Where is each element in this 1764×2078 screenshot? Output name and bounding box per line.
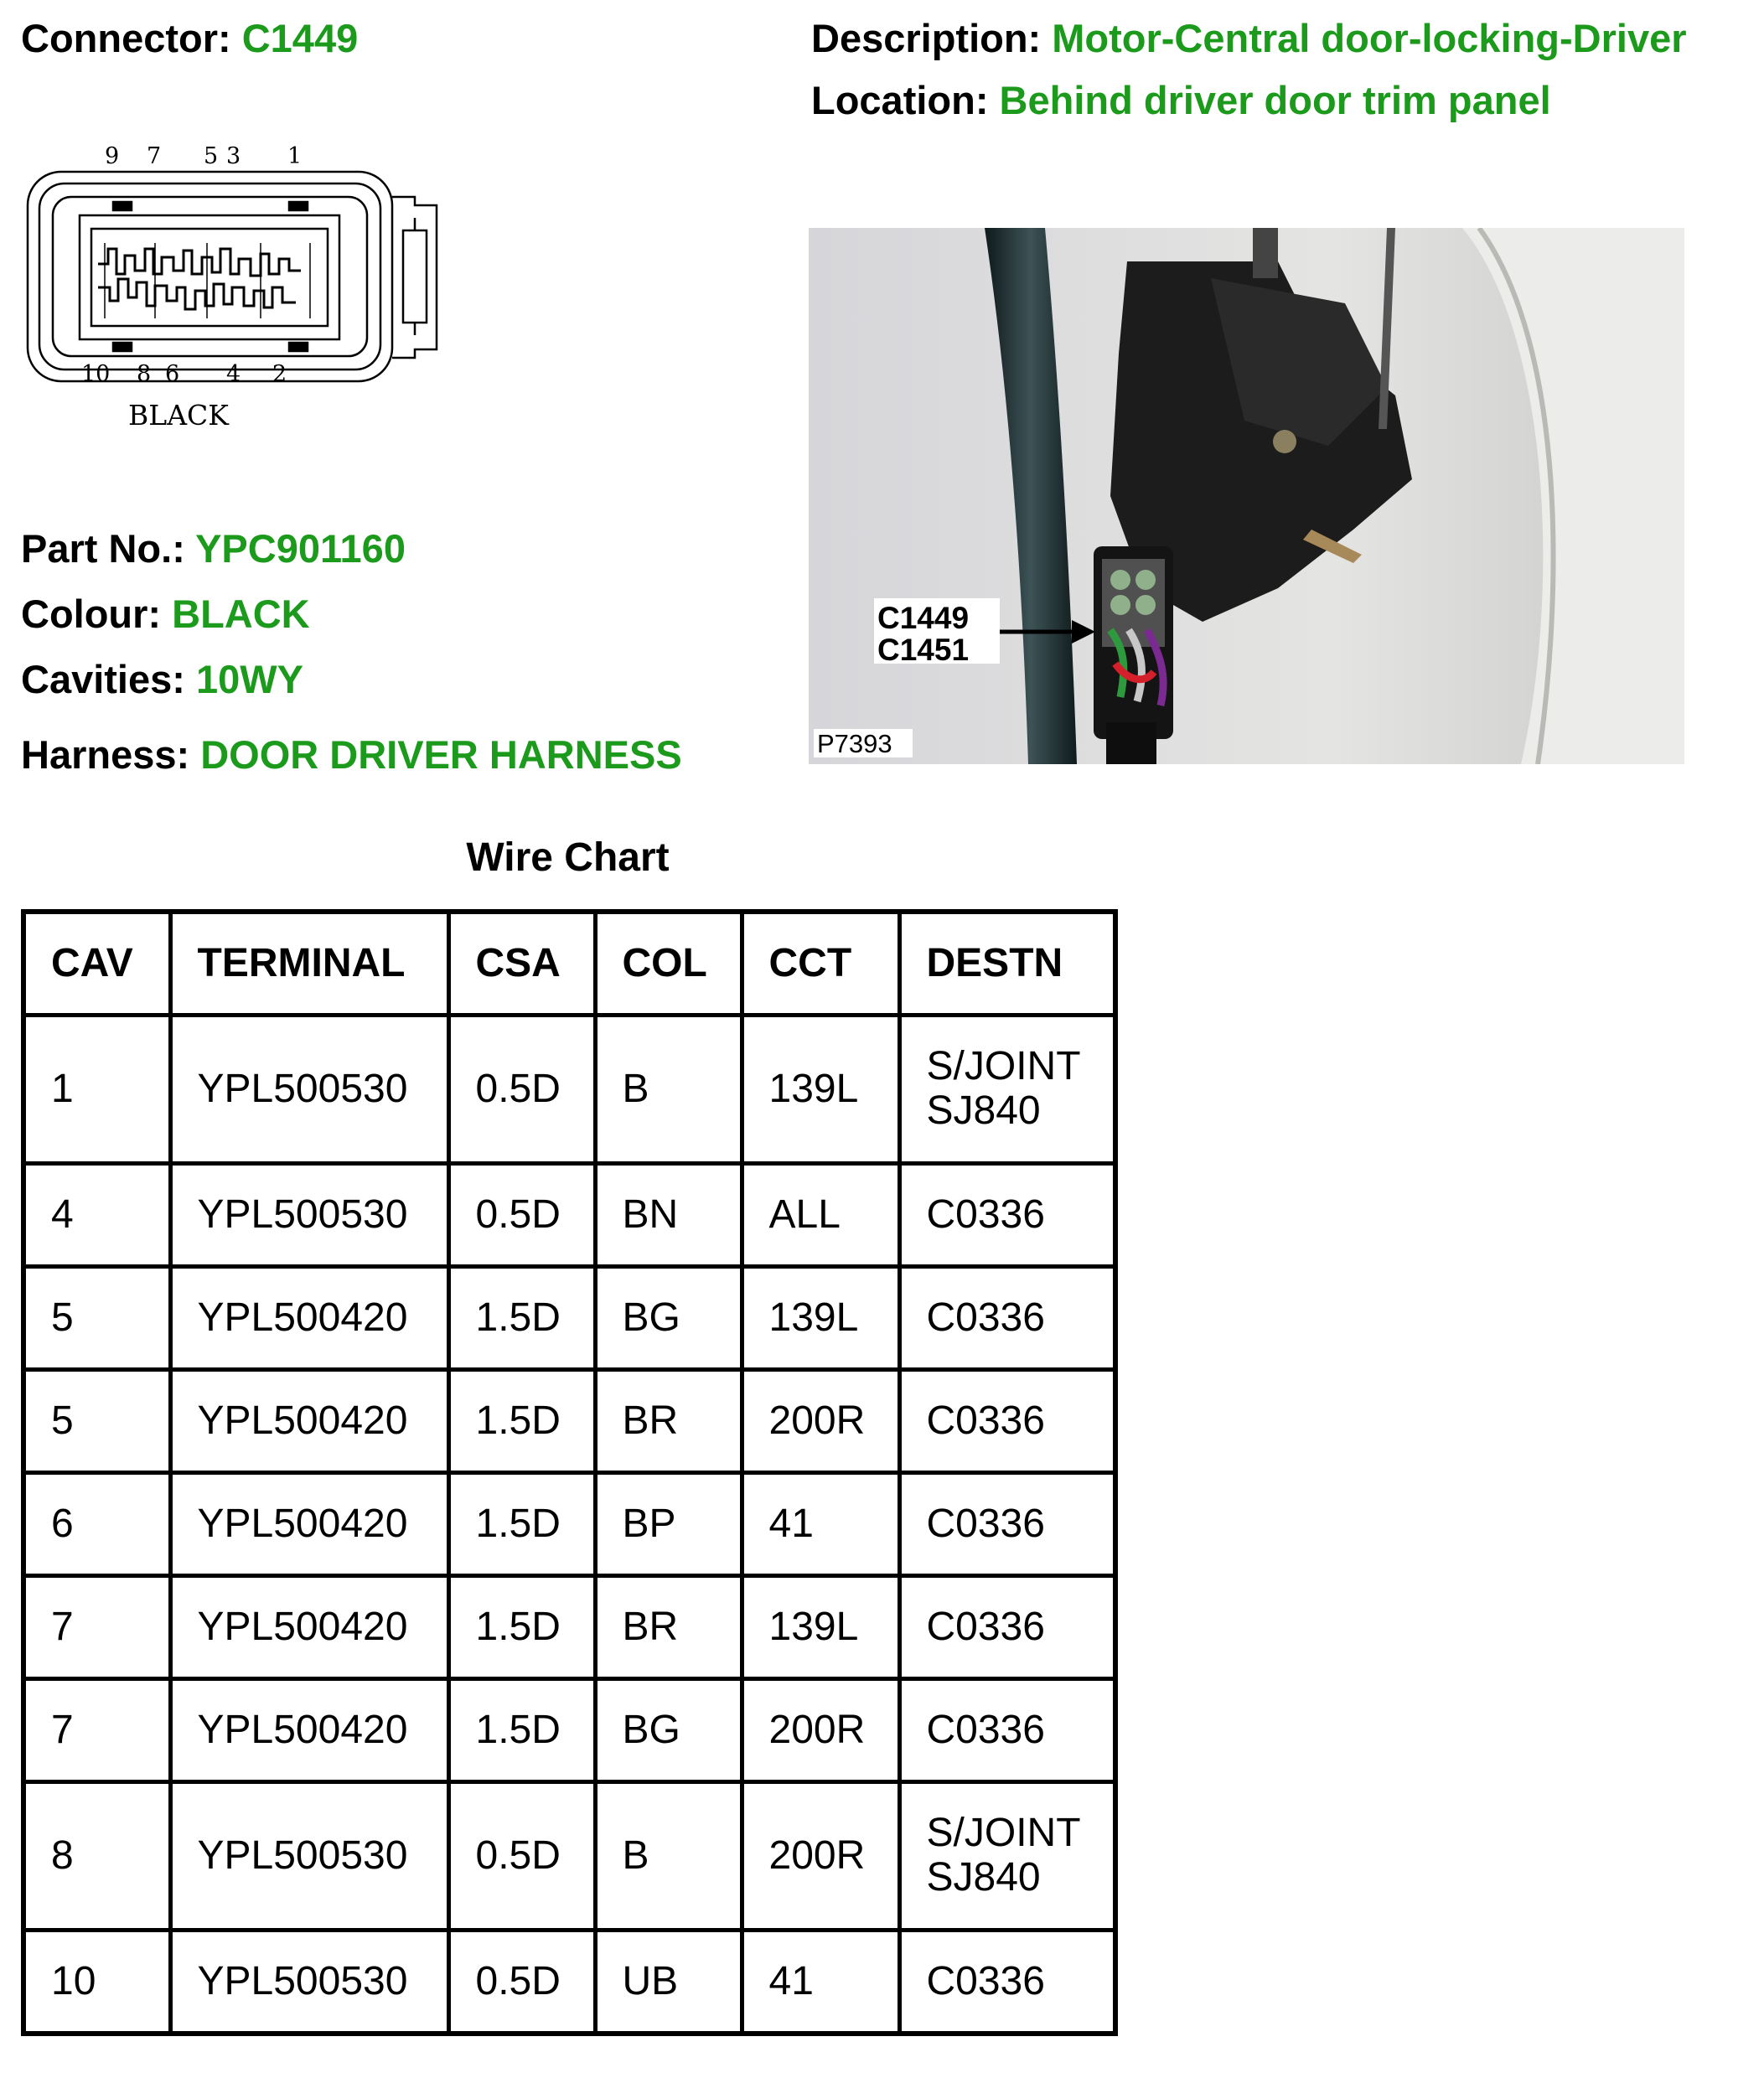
cell-col: BG <box>595 1679 742 1782</box>
destn-line: C0336 <box>926 1707 1045 1752</box>
column-header-csa: CSA <box>448 912 595 1016</box>
cell-cct: ALL <box>742 1164 899 1267</box>
wire-chart-table <box>21 909 1118 2036</box>
cell-col: B <box>595 1016 742 1164</box>
connector-outline <box>28 172 392 381</box>
cell-terminal: YPL500420 <box>170 1576 448 1679</box>
cell-cav: 5 <box>23 1370 170 1473</box>
table-row <box>23 1016 1115 1164</box>
column-header-destn: DESTN <box>899 912 1115 1016</box>
cell-terminal: YPL500420 <box>170 1473 448 1576</box>
cell-csa: 1.5D <box>448 1576 595 1679</box>
callout-label: C1449 <box>877 601 970 635</box>
cell-cav: 7 <box>23 1576 170 1679</box>
cell-csa: 1.5D <box>448 1370 595 1473</box>
cell-destn <box>899 1931 1115 2034</box>
pin-number: 7 <box>147 143 162 169</box>
cell-cav: 7 <box>23 1679 170 1782</box>
cell-csa: 0.5D <box>448 1782 595 1931</box>
destn-line: C0336 <box>926 1398 1045 1443</box>
table-row <box>23 1679 1115 1782</box>
column-header-col: COL <box>595 912 742 1016</box>
cell-csa: 1.5D <box>448 1473 595 1576</box>
connector-label: Connector: <box>21 16 231 60</box>
location-field <box>811 80 1551 120</box>
cell-cav: 6 <box>23 1473 170 1576</box>
description-value: Motor-Central door-locking-Driver <box>1052 16 1687 60</box>
cell-col: BG <box>595 1267 742 1370</box>
pin-number: 9 <box>105 143 120 169</box>
cell-cct: 41 <box>742 1931 899 2034</box>
cell-col: BR <box>595 1576 742 1679</box>
part-no-label: Part No.: <box>21 526 185 571</box>
destn-line: SJ840 <box>926 1855 1041 1900</box>
destn-line: SJ840 <box>926 1088 1041 1133</box>
harness-value: DOOR DRIVER HARNESS <box>200 732 682 777</box>
column-header-terminal: TERMINAL <box>170 912 448 1016</box>
cell-terminal: YPL500530 <box>170 1016 448 1164</box>
cell-csa: 0.5D <box>448 1931 595 2034</box>
cell-destn <box>899 1473 1115 1576</box>
cell-cav: 5 <box>23 1267 170 1370</box>
connector-field <box>21 18 358 58</box>
cell-col: B <box>595 1782 742 1931</box>
location-label: Location: <box>811 78 989 122</box>
cell-cav: 10 <box>23 1931 170 2034</box>
pin-number: 10 <box>81 361 111 387</box>
cell-cav: 1 <box>23 1016 170 1164</box>
cell-destn <box>899 1164 1115 1267</box>
cell-cav: 8 <box>23 1782 170 1931</box>
table-header-row <box>23 912 1115 1016</box>
description-label: Description: <box>811 16 1042 60</box>
cell-terminal: YPL500420 <box>170 1267 448 1370</box>
pin-number: 3 <box>226 143 241 169</box>
colour-field <box>21 592 310 636</box>
cell-terminal: YPL500420 <box>170 1679 448 1782</box>
cell-col: UB <box>595 1931 742 2034</box>
cavities-value: 10WY <box>195 657 303 701</box>
cell-cct: 41 <box>742 1473 899 1576</box>
pin-number: 6 <box>165 361 180 387</box>
cell-terminal: YPL500420 <box>170 1370 448 1473</box>
pin-number: 5 <box>204 143 219 169</box>
pin-number: 1 <box>287 143 303 169</box>
cell-col: BP <box>595 1473 742 1576</box>
pin-number: 8 <box>137 361 152 387</box>
diagram-color-label: BLACK <box>128 399 229 432</box>
photo-reference: P7393 <box>817 729 892 758</box>
cell-cct: 200R <box>742 1370 899 1473</box>
cell-csa: 0.5D <box>448 1164 595 1267</box>
connector-face-diagram <box>21 138 444 452</box>
cell-csa: 1.5D <box>448 1679 595 1782</box>
table-row <box>23 1164 1115 1267</box>
cell-terminal: YPL500530 <box>170 1931 448 2034</box>
connector-value: C1449 <box>241 16 359 60</box>
table-row <box>23 1576 1115 1679</box>
colour-label: Colour: <box>21 592 162 636</box>
cell-destn <box>899 1016 1115 1164</box>
cell-col: BR <box>595 1370 742 1473</box>
destn-line: C0336 <box>926 1501 1045 1546</box>
table-row <box>23 1473 1115 1576</box>
cavities-label: Cavities: <box>21 657 185 701</box>
part-no-field <box>21 526 406 571</box>
cell-csa: 1.5D <box>448 1267 595 1370</box>
cell-cct: 139L <box>742 1576 899 1679</box>
table-row <box>23 1267 1115 1370</box>
wire-chart-title: Wire Chart <box>466 835 670 880</box>
cell-destn <box>899 1370 1115 1473</box>
location-photo <box>809 228 1684 764</box>
table-row <box>23 1782 1115 1931</box>
destn-line: C0336 <box>926 1295 1045 1340</box>
destn-line: C0336 <box>926 1958 1045 2003</box>
cell-cct: 139L <box>742 1267 899 1370</box>
cell-cct: 139L <box>742 1016 899 1164</box>
column-header-cct: CCT <box>742 912 899 1016</box>
pin-number: 4 <box>226 361 241 387</box>
harness-label: Harness: <box>21 732 190 777</box>
destn-line: S/JOINT <box>926 1044 1081 1089</box>
harness-field <box>21 732 682 777</box>
description-field <box>811 18 1687 58</box>
destn-line: S/JOINT <box>926 1811 1081 1856</box>
table-row <box>23 1370 1115 1473</box>
cell-destn <box>899 1267 1115 1370</box>
location-value: Behind driver door trim panel <box>999 78 1551 122</box>
callout-label: C1451 <box>877 633 970 667</box>
cavities-field <box>21 659 303 699</box>
colour-value: BLACK <box>172 592 310 636</box>
pin-number: 2 <box>272 361 287 387</box>
column-header-cav: CAV <box>23 912 170 1016</box>
table-row <box>23 1931 1115 2034</box>
cell-cav: 4 <box>23 1164 170 1267</box>
cell-terminal: YPL500530 <box>170 1164 448 1267</box>
cell-col: BN <box>595 1164 742 1267</box>
cell-cct: 200R <box>742 1679 899 1782</box>
cell-destn <box>899 1679 1115 1782</box>
cell-cct: 200R <box>742 1782 899 1931</box>
destn-line: C0336 <box>926 1191 1045 1237</box>
part-no-value: YPC901160 <box>195 526 406 571</box>
cell-csa: 0.5D <box>448 1016 595 1164</box>
destn-line: C0336 <box>926 1604 1045 1649</box>
cell-terminal: YPL500530 <box>170 1782 448 1931</box>
cell-destn <box>899 1782 1115 1931</box>
cell-destn <box>899 1576 1115 1679</box>
